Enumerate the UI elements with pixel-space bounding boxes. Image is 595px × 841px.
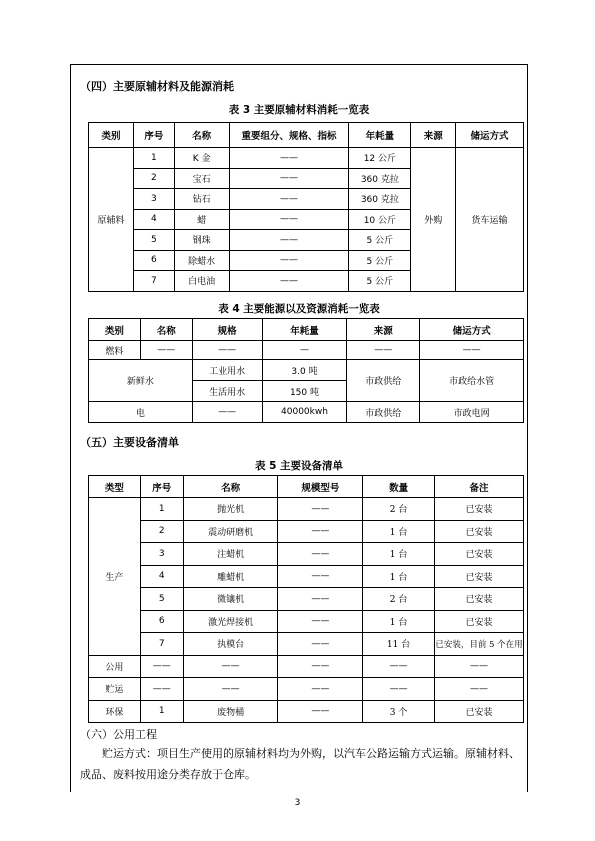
qty-cell: 3 个 [363, 700, 435, 723]
row-no: 2 [140, 520, 183, 543]
source-cell: —— [347, 341, 420, 360]
qty-cell: 1 台 [363, 543, 435, 566]
table-row [89, 655, 524, 678]
table-row-fuel [89, 341, 524, 360]
row-no: 3 [133, 189, 174, 210]
page-number: 3 [294, 798, 301, 808]
col-header: 序号 [140, 476, 183, 498]
table-row [89, 498, 524, 521]
row-no: 5 [133, 230, 174, 251]
material-spec: —— [229, 168, 349, 189]
equipment-name: 废物桶 [183, 700, 278, 723]
source-cell: 外购 [411, 148, 456, 292]
transport-cell: 货车运输 [456, 148, 524, 292]
source-cell: 市政供给 [347, 360, 420, 402]
table-4-header-row [89, 319, 524, 341]
model-cell: —— [278, 543, 363, 566]
model-cell: —— [278, 655, 363, 678]
col-header: 年耗量 [262, 319, 347, 341]
equipment-name: 激光焊接机 [183, 610, 278, 633]
table-row [89, 610, 524, 633]
note-cell: 已安装 [434, 565, 523, 588]
row-no: 4 [140, 565, 183, 588]
col-header: 类别 [89, 319, 141, 341]
transport-cell: 市政给水管 [420, 360, 524, 402]
row-no: 7 [133, 271, 174, 292]
equipment-name: —— [183, 655, 278, 678]
col-header: 重要组分、规格、指标 [229, 123, 349, 148]
row-no: 6 [133, 250, 174, 271]
col-header: 序号 [133, 123, 174, 148]
table-5 [88, 475, 524, 723]
equipment-name: 抛光机 [183, 498, 278, 521]
material-name: 除蜡水 [174, 250, 229, 271]
note-cell: 已安装 [434, 610, 523, 633]
table-row-electric [89, 402, 524, 423]
amount-cell: 150 吨 [262, 381, 347, 402]
material-amount: 12 公斤 [349, 148, 411, 169]
model-cell: —— [278, 633, 363, 656]
col-header: 储运方式 [420, 319, 524, 341]
qty-cell: 1 台 [363, 610, 435, 633]
type-cell: 生产 [89, 498, 141, 656]
material-amount: 360 克拉 [349, 189, 411, 210]
table-4 [88, 318, 524, 423]
table-row [89, 543, 524, 566]
material-name: 钻石 [174, 189, 229, 210]
amount-cell: 3.0 吨 [262, 360, 347, 381]
row-no: 1 [133, 148, 174, 169]
equipment-name: 执模台 [183, 633, 278, 656]
col-header: 备注 [434, 476, 523, 498]
model-cell: —— [278, 700, 363, 723]
transport-cell: 市政电网 [420, 402, 524, 423]
type-cell: 公用 [89, 655, 141, 678]
model-cell: —— [278, 520, 363, 543]
material-name: 钢珠 [174, 230, 229, 251]
material-spec: —— [229, 189, 349, 210]
note-cell: —— [434, 655, 523, 678]
row-no: 1 [140, 700, 183, 723]
material-name: 白电油 [174, 271, 229, 292]
material-name: 蜡 [174, 209, 229, 230]
type-cell: 环保 [89, 700, 141, 723]
note-cell: 已安装 [434, 498, 523, 521]
note-cell: 已安装 [434, 520, 523, 543]
row-no: 1 [140, 498, 183, 521]
equipment-name: 雕蜡机 [183, 565, 278, 588]
material-name: 宝石 [174, 168, 229, 189]
table-4-caption: 表 4 主要能源以及资源消耗一览表 [218, 303, 380, 315]
qty-cell: 2 台 [363, 588, 435, 611]
row-no: 7 [140, 633, 183, 656]
model-cell: —— [278, 498, 363, 521]
table-row [89, 588, 524, 611]
col-header: 规格 [192, 319, 262, 341]
table-row [89, 678, 524, 701]
amount-cell: — [262, 341, 347, 360]
equipment-name: 震动研磨机 [183, 520, 278, 543]
category-cell: 新鲜水 [89, 360, 193, 402]
qty-cell: 1 台 [363, 565, 435, 588]
section-5-heading: （五）主要设备清单 [80, 436, 179, 449]
col-header: 数量 [363, 476, 435, 498]
col-header: 名称 [183, 476, 278, 498]
row-no: 3 [140, 543, 183, 566]
category-cell: 原辅料 [89, 148, 134, 292]
material-name: K 金 [174, 148, 229, 169]
spec-cell: 生活用水 [192, 381, 262, 402]
row-no: 2 [133, 168, 174, 189]
spec-cell: 工业用水 [192, 360, 262, 381]
spec-cell: —— [192, 341, 262, 360]
section-6-paragraph: 贮运方式：项目生产使用的原辅材料均为外购，以汽车公路运输方式运输。原辅材料、成品、废料按用途分类存放于仓库。 [80, 747, 520, 781]
col-header: 来源 [411, 123, 456, 148]
table-5-caption: 表 5 主要设备清单 [254, 460, 344, 472]
qty-cell: 11 台 [363, 633, 435, 656]
col-header: 类型 [89, 476, 141, 498]
col-header: 规模型号 [278, 476, 363, 498]
row-no: 6 [140, 610, 183, 633]
category-cell: 燃料 [89, 341, 141, 360]
note-cell: —— [434, 678, 523, 701]
category-cell: 电 [89, 402, 193, 423]
model-cell: —— [278, 588, 363, 611]
name-cell: —— [140, 341, 192, 360]
material-spec: —— [229, 250, 349, 271]
col-header: 来源 [347, 319, 420, 341]
model-cell: —— [278, 678, 363, 701]
col-header: 名称 [140, 319, 192, 341]
table-3 [88, 122, 524, 292]
note-cell: 已安装 [434, 543, 523, 566]
table-row [89, 565, 524, 588]
material-spec: —— [229, 209, 349, 230]
qty-cell: 2 台 [363, 498, 435, 521]
model-cell: —— [278, 565, 363, 588]
note-cell: 已安装 [434, 700, 523, 723]
section-4-heading: （四）主要原辅材料及能源消耗 [80, 80, 234, 93]
row-no: 5 [140, 588, 183, 611]
equipment-name: —— [183, 678, 278, 701]
model-cell: —— [278, 610, 363, 633]
col-header: 名称 [174, 123, 229, 148]
material-amount: 5 公斤 [349, 271, 411, 292]
table-row [89, 520, 524, 543]
col-header: 年耗量 [349, 123, 411, 148]
material-spec: —— [229, 230, 349, 251]
section-6-heading: （六）公用工程 [80, 728, 157, 741]
material-spec: —— [229, 271, 349, 292]
transport-cell: —— [420, 341, 524, 360]
source-cell: 市政供给 [347, 402, 420, 423]
row-no: —— [140, 678, 183, 701]
row-no: —— [140, 655, 183, 678]
col-header: 类别 [89, 123, 134, 148]
type-cell: 贮运 [89, 678, 141, 701]
amount-cell: 40000kwh [262, 402, 347, 423]
table-row [89, 700, 524, 723]
table-row-water [89, 360, 524, 381]
equipment-name: 微镶机 [183, 588, 278, 611]
col-header: 储运方式 [456, 123, 524, 148]
qty-cell: 1 台 [363, 520, 435, 543]
table-5-header-row [89, 476, 524, 498]
table-row [89, 633, 524, 656]
qty-cell: —— [363, 655, 435, 678]
material-amount: 5 公斤 [349, 250, 411, 271]
table-3-header-row [89, 123, 524, 148]
spec-cell: —— [192, 402, 262, 423]
row-no: 4 [133, 209, 174, 230]
material-amount: 360 克拉 [349, 168, 411, 189]
material-amount: 5 公斤 [349, 230, 411, 251]
qty-cell: —— [363, 678, 435, 701]
equipment-name: 注蜡机 [183, 543, 278, 566]
material-spec: —— [229, 148, 349, 169]
material-amount: 10 公斤 [349, 209, 411, 230]
note-cell: 已安装 [434, 588, 523, 611]
note-cell: 已安装，目前 5 个在用 [434, 633, 523, 656]
table-row [89, 148, 524, 169]
table-3-caption: 表 3 主要原辅材料消耗一览表 [228, 104, 370, 116]
